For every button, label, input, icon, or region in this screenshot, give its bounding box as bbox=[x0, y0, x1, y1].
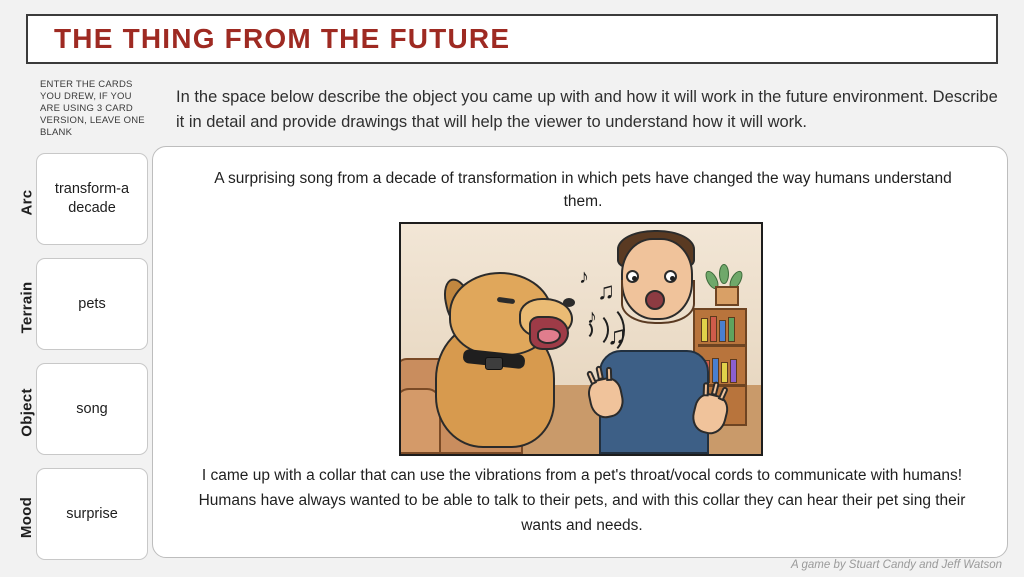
plant-pot-icon bbox=[715, 286, 739, 306]
illustration-image bbox=[399, 222, 763, 456]
card-category-label: Object bbox=[18, 388, 36, 437]
answer-headline: A surprising song from a decade of transformation in which pets have changed the way humans understand them. bbox=[214, 170, 952, 210]
man-mouth-icon bbox=[645, 290, 665, 310]
prompt-text: In the space below describe the object you came up with and how it will work in the future environment. Describe it in detail and provide drawings that will help the viewer to understand how it will work. bbox=[176, 88, 998, 131]
music-note-icon: ♫ bbox=[607, 320, 627, 350]
page-title: THE THING FROM THE FUTURE bbox=[54, 23, 511, 54]
music-note-icon: ♪ bbox=[587, 306, 597, 328]
card-category-label: Terrain bbox=[18, 281, 36, 334]
card-row-mood bbox=[14, 465, 154, 570]
card-instructions: ENTER THE CARDS YOU DREW, IF YOU ARE USING 3 CARD VERSION, LEAVE ONE BLANK bbox=[40, 79, 145, 138]
card-value-mood[interactable]: surprise bbox=[36, 468, 148, 560]
music-note-icon: ♪ bbox=[579, 266, 589, 288]
card-rail bbox=[14, 150, 154, 570]
card-row-terrain bbox=[14, 255, 154, 360]
credit-line: A game by Stuart Candy and Jeff Watson bbox=[791, 559, 1002, 571]
card-row-arc bbox=[14, 150, 154, 255]
man-eye-icon bbox=[626, 270, 639, 283]
plant-leaf-icon bbox=[719, 264, 729, 284]
collar-device-icon bbox=[485, 357, 503, 370]
card-row-object bbox=[14, 360, 154, 465]
card-category-label: Mood bbox=[18, 496, 36, 539]
music-note-icon: ♫ bbox=[597, 278, 615, 305]
response-panel[interactable] bbox=[152, 146, 1008, 558]
card-category-label: Arc bbox=[18, 189, 36, 216]
title-bar bbox=[26, 14, 998, 64]
dog-nose-icon bbox=[563, 298, 575, 307]
man-eye-icon bbox=[664, 270, 677, 283]
answer-description: I came up with a collar that can use the vibrations from a pet's throat/vocal cords to communicate with humans! Humans have always wanted to be able to talk to their pets, and with this collar they can hear their pet sing their wants and needs. bbox=[198, 467, 966, 534]
card-value-object[interactable]: song bbox=[36, 363, 148, 455]
card-value-terrain[interactable]: pets bbox=[36, 258, 148, 350]
card-value-arc[interactable]: transform-a decade bbox=[36, 153, 148, 245]
